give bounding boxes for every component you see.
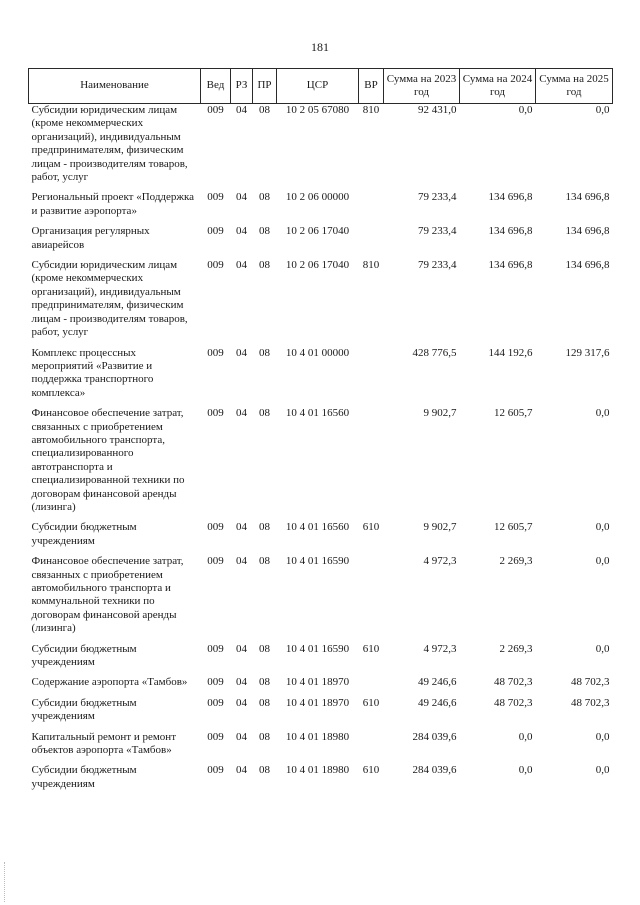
cell-sum-2023: 284 039,6 <box>412 764 457 777</box>
table-row <box>29 259 613 346</box>
header-name: Наименование <box>29 69 201 104</box>
cell-vr <box>359 191 384 225</box>
cell-sum-2025: 0,0 <box>595 407 610 420</box>
cell-rz: 04 <box>236 259 247 272</box>
table-row <box>29 555 613 642</box>
cell-pr: 08 <box>259 642 270 655</box>
cell-csr: 10 2 06 17040 <box>285 259 350 272</box>
cell-sum-2024: 134 696,8 <box>488 225 533 238</box>
cell-pr: 08 <box>259 521 270 534</box>
cell-ved: 009 <box>207 764 224 777</box>
cell-vr <box>359 347 384 408</box>
cell-ved: 009 <box>207 642 224 655</box>
table-row <box>29 643 613 677</box>
cell-name: Субсидии бюджетным учреждениям <box>31 696 137 723</box>
header-rz: РЗ <box>231 69 253 104</box>
cell-sum-2023: 79 233,4 <box>418 191 457 204</box>
cell-sum-2024: 0,0 <box>518 764 533 777</box>
cell-name: Региональный проект «Поддержка и развитие аэропорта» <box>31 191 195 217</box>
cell-sum-2025: 0,0 <box>595 642 610 655</box>
cell-ved: 009 <box>207 521 224 534</box>
cell-name: Организация регулярных авиарейсов <box>31 225 150 251</box>
cell-name: Субсидии бюджетным учреждениям <box>31 642 137 669</box>
cell-csr: 10 4 01 16560 <box>285 521 350 534</box>
cell-sum-2025: 48 702,3 <box>571 696 610 709</box>
table-header <box>29 69 613 104</box>
cell-rz: 04 <box>236 676 247 689</box>
cell-csr: 10 4 01 18970 <box>285 696 350 709</box>
cell-vr <box>359 731 384 765</box>
cell-ved: 009 <box>207 696 224 709</box>
cell-vr: 610 <box>362 521 380 534</box>
table-row <box>29 676 613 696</box>
cell-pr: 08 <box>259 676 270 689</box>
cell-rz: 04 <box>236 346 247 359</box>
table-row <box>29 731 613 765</box>
cell-sum-2023: 9 902,7 <box>423 521 457 534</box>
cell-sum-2024: 12 605,7 <box>494 407 533 420</box>
cell-name: Капитальный ремонт и ремонт объектов аэропорта «Тамбов» <box>31 730 177 757</box>
cell-sum-2023: 4 972,3 <box>423 555 457 568</box>
cell-vr <box>359 407 384 521</box>
cell-pr: 08 <box>259 555 270 568</box>
header-sum-2023: Сумма на 2023 год <box>384 69 460 104</box>
cell-rz: 04 <box>236 191 247 204</box>
cell-vr: 810 <box>362 259 380 272</box>
cell-vr <box>359 225 384 259</box>
cell-sum-2023: 79 233,4 <box>418 225 457 238</box>
cell-sum-2025: 48 702,3 <box>571 676 610 689</box>
cell-name: Содержание аэропорта «Тамбов» <box>31 676 188 689</box>
header-vr: ВР <box>359 69 384 104</box>
cell-sum-2025: 129 317,6 <box>565 346 610 359</box>
cell-sum-2024: 134 696,8 <box>488 191 533 204</box>
cell-rz: 04 <box>236 555 247 568</box>
cell-sum-2025: 134 696,8 <box>565 191 610 204</box>
cell-sum-2025: 0,0 <box>595 521 610 534</box>
table-row <box>29 521 613 555</box>
table-row <box>29 407 613 521</box>
cell-pr: 08 <box>259 764 270 777</box>
cell-pr: 08 <box>259 225 270 238</box>
cell-ved: 009 <box>207 346 224 359</box>
cell-sum-2023: 4 972,3 <box>423 642 457 655</box>
cell-vr: 610 <box>362 764 380 777</box>
cell-sum-2025: 0,0 <box>595 104 610 116</box>
table-row <box>29 104 613 192</box>
cell-pr: 08 <box>259 346 270 359</box>
header-sum-2025: Сумма на 2025 год <box>536 69 613 104</box>
cell-rz: 04 <box>236 521 247 534</box>
cell-sum-2025: 0,0 <box>595 730 610 743</box>
page-number: 181 <box>311 40 329 54</box>
cell-sum-2025: 134 696,8 <box>565 225 610 238</box>
cell-pr: 08 <box>259 407 270 420</box>
cell-sum-2023: 284 039,6 <box>412 730 457 743</box>
cell-csr: 10 4 01 16590 <box>285 555 350 568</box>
cell-name: Финансовое обеспечение затрат, связанных с приобретением автомобильного транспорта, специализированного автотранспорта и специализированной техники по договорам финансовой аренды (лизинга) <box>31 407 185 513</box>
cell-sum-2024: 134 696,8 <box>488 259 533 272</box>
cell-csr: 10 4 01 16590 <box>285 642 350 655</box>
cell-vr: 610 <box>362 642 380 655</box>
cell-sum-2023: 49 246,6 <box>418 696 457 709</box>
cell-sum-2025: 0,0 <box>595 555 610 568</box>
cell-name: Финансовое обеспечение затрат, связанных с приобретением автомобильного транспорта и коммунальной техники по договорам финансовой аренды (лизинга) <box>31 555 184 635</box>
cell-sum-2024: 12 605,7 <box>494 521 533 534</box>
cell-ved: 009 <box>207 555 224 568</box>
budget-table <box>28 68 613 798</box>
table-row <box>29 347 613 408</box>
table-row <box>29 191 613 225</box>
cell-sum-2024: 2 269,3 <box>499 555 533 568</box>
cell-vr <box>359 555 384 642</box>
cell-rz: 04 <box>236 407 247 420</box>
cell-ved: 009 <box>207 104 224 116</box>
cell-csr: 10 4 01 18980 <box>285 730 350 743</box>
cell-name: Субсидии юридическим лицам (кроме некоммерческих организаций), индивидуальным предпринимателям, физическим лицам - производителям товаров, работ, услуг <box>31 259 188 339</box>
scan-margin-marks <box>4 862 7 902</box>
cell-sum-2025: 0,0 <box>595 764 610 777</box>
cell-rz: 04 <box>236 730 247 743</box>
cell-rz: 04 <box>236 696 247 709</box>
cell-sum-2024: 2 269,3 <box>499 642 533 655</box>
header-ved: Вед <box>201 69 231 104</box>
cell-sum-2024: 144 192,6 <box>488 346 533 359</box>
cell-ved: 009 <box>207 407 224 420</box>
cell-rz: 04 <box>236 104 247 116</box>
cell-sum-2025: 134 696,8 <box>565 259 610 272</box>
table-row <box>29 764 613 798</box>
cell-pr: 08 <box>259 730 270 743</box>
cell-ved: 009 <box>207 225 224 238</box>
cell-sum-2023: 79 233,4 <box>418 259 457 272</box>
table-row <box>29 697 613 731</box>
cell-name: Комплекс процессных мероприятий «Развитие и поддержка транспортного комплекса» <box>31 346 154 399</box>
cell-vr: 610 <box>362 696 380 709</box>
cell-vr <box>359 676 384 696</box>
cell-sum-2024: 48 702,3 <box>494 676 533 689</box>
table-row <box>29 225 613 259</box>
cell-ved: 009 <box>207 676 224 689</box>
cell-pr: 08 <box>259 259 270 272</box>
cell-sum-2023: 92 431,0 <box>418 104 457 116</box>
cell-csr: 10 2 06 00000 <box>285 191 350 204</box>
cell-vr: 810 <box>362 104 380 116</box>
cell-name: Субсидии бюджетным учреждениям <box>31 764 137 790</box>
cell-csr: 10 2 06 17040 <box>285 225 350 238</box>
cell-csr: 10 4 01 16560 <box>285 407 350 420</box>
cell-csr: 10 4 01 18970 <box>285 676 350 689</box>
cell-rz: 04 <box>236 642 247 655</box>
cell-ved: 009 <box>207 191 224 204</box>
cell-sum-2023: 428 776,5 <box>412 346 457 359</box>
cell-sum-2023: 9 902,7 <box>423 407 457 420</box>
header-csr: ЦСР <box>277 69 359 104</box>
header-pr: ПР <box>253 69 277 104</box>
cell-pr: 08 <box>259 104 270 116</box>
cell-name: Субсидии бюджетным учреждениям <box>31 521 137 547</box>
header-sum-2024: Сумма на 2024 год <box>460 69 536 104</box>
cell-sum-2024: 48 702,3 <box>494 696 533 709</box>
cell-sum-2024: 0,0 <box>518 730 533 743</box>
table-body <box>29 104 613 799</box>
cell-sum-2024: 0,0 <box>518 104 533 116</box>
cell-csr: 10 4 01 18980 <box>285 764 350 777</box>
cell-csr: 10 2 05 67080 <box>285 104 350 116</box>
cell-ved: 009 <box>207 730 224 743</box>
cell-pr: 08 <box>259 191 270 204</box>
cell-rz: 04 <box>236 764 247 777</box>
cell-csr: 10 4 01 00000 <box>285 346 350 359</box>
cell-sum-2023: 49 246,6 <box>418 676 457 689</box>
cell-pr: 08 <box>259 696 270 709</box>
cell-name: Субсидии юридическим лицам (кроме некоммерческих организаций), индивидуальным предпринимателям, физическим лицам - производителям товаров, работ, услуг <box>31 104 188 184</box>
cell-ved: 009 <box>207 259 224 272</box>
cell-rz: 04 <box>236 225 247 238</box>
